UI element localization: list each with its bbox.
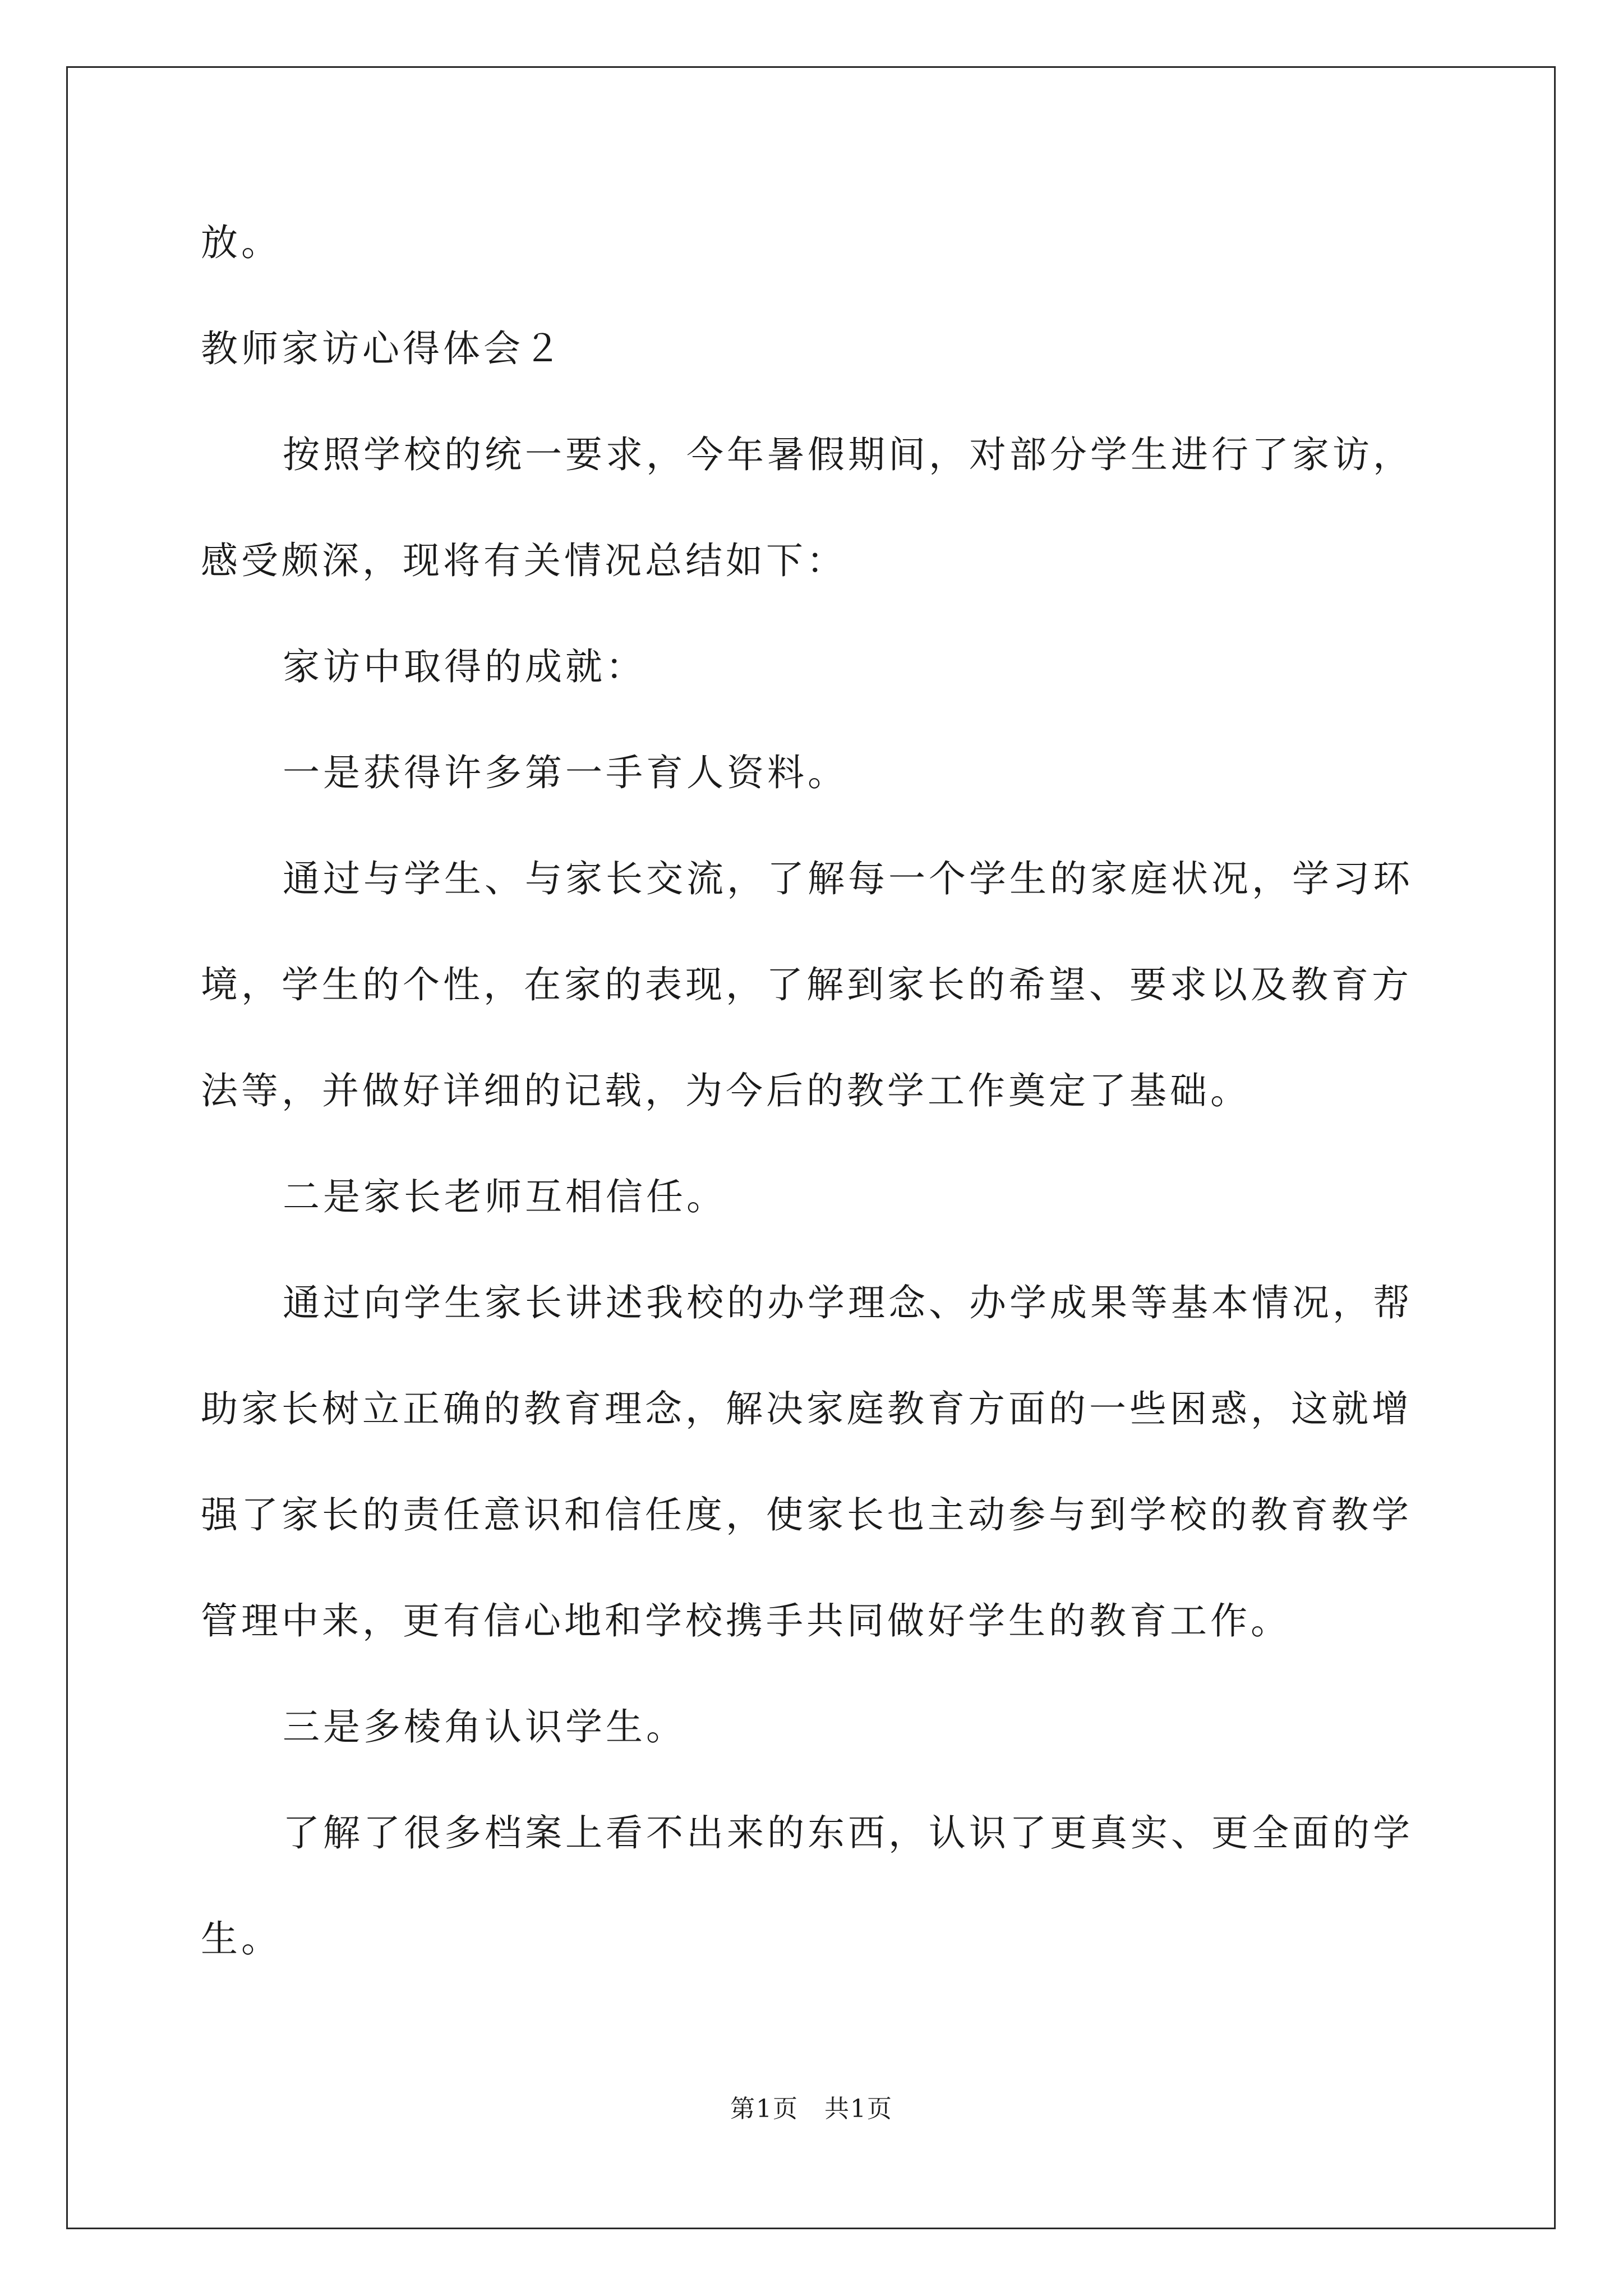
paragraph-line: 感受颇深，现将有关情况总结如下： (201, 539, 847, 582)
paragraph-line: 境，学生的个性，在家的表现，了解到家长的希望、要求以及教育方 (201, 963, 1412, 1006)
paragraph-line: 了解了很多档案上看不出来的东西，认识了更真实、更全面的学 (283, 1811, 1413, 1855)
paragraph-line: 三是多棱角认识学生。 (283, 1705, 686, 1749)
paragraph-line: 法等，并做好详细的记载，为今后的教学工作奠定了基础。 (201, 1069, 1251, 1112)
document-body (201, 216, 1426, 1966)
paragraph-line: 强了家长的责任意识和信任度，使家长也主动参与到学校的教育教学 (201, 1493, 1412, 1536)
paragraph-line: 管理中来，更有信心地和学校携手共同做好学生的教育工作。 (201, 1599, 1291, 1642)
page-footer: 第1页 共1页 (730, 2095, 893, 2123)
paragraph-line: 按照学校的统一要求，今年暑假期间，对部分学生进行了家访， (283, 433, 1413, 476)
paragraph-line: 二是家长老师互相信任。 (283, 1175, 727, 1218)
paragraph-line: 家访中取得的成就： (283, 645, 646, 688)
paragraph-line: 助家长树立正确的教育理念，解决家庭教育方面的一些困惑，这就增 (201, 1387, 1412, 1430)
paragraph-line: 通过与学生、与家长交流，了解每一个学生的家庭状况，学习环 (283, 857, 1413, 900)
paragraph-line: 生。 (201, 1917, 282, 1961)
paragraph-line: 通过向学生家长讲述我校的办学理念、办学成果等基本情况，帮 (283, 1281, 1413, 1324)
paragraph-line: 一是获得许多第一手育人资料。 (283, 751, 848, 794)
section-heading: 教师家访心得体会２ (201, 327, 564, 370)
paragraph-line: 放。 (201, 221, 282, 264)
